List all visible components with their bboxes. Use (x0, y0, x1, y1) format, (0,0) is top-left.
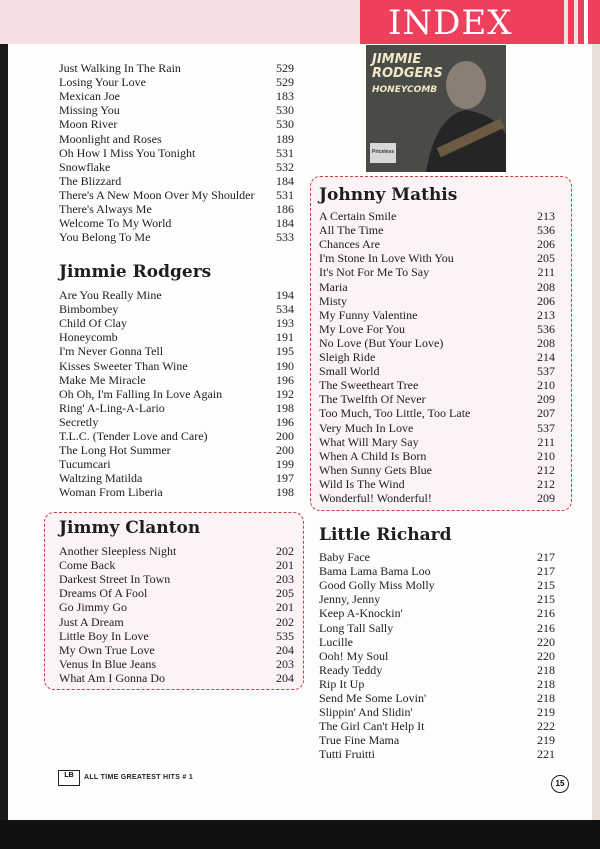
song-title: All The Time (319, 223, 384, 238)
jimmie-rodgers-section (59, 262, 294, 282)
song-title: Slippin' And Slidin' (319, 705, 413, 720)
index-entry (319, 621, 555, 635)
song-title: Welcome To My World (59, 216, 172, 231)
song-page: 204 (276, 670, 294, 685)
song-page: 211 (537, 434, 555, 449)
song-page: 219 (537, 705, 555, 720)
index-entry (319, 237, 555, 251)
index-entry (59, 202, 294, 216)
song-page: 530 (276, 103, 294, 118)
song-page: 206 (537, 293, 555, 308)
index-entry (59, 188, 294, 202)
index-entry (319, 392, 555, 406)
index-entry (59, 216, 294, 230)
song-title: Mexican Joe (59, 89, 120, 104)
song-title: Send Me Some Lovin' (319, 691, 427, 705)
index-entry (59, 316, 294, 330)
page-edge (592, 0, 600, 820)
song-page: 202 (276, 614, 294, 629)
song-title: Waltzing Matilda (59, 471, 143, 486)
index-entry (59, 89, 294, 103)
song-title: My Funny Valentine (319, 307, 418, 322)
song-title: Very Much In Love (319, 420, 414, 435)
index-entry (59, 344, 294, 358)
album-artist: JIMMIE RODGERS (372, 52, 443, 81)
song-page: 535 (276, 628, 294, 643)
song-title: Misty (319, 293, 348, 308)
song-title: Another Sleepless Night (59, 544, 177, 558)
index-entry (319, 265, 555, 279)
index-entry (319, 649, 555, 663)
index-entry (319, 550, 555, 564)
index-entry (59, 359, 294, 373)
song-page: 220 (537, 634, 555, 649)
index-entry (319, 294, 555, 308)
song-title: Keep A-Knockin' (319, 606, 403, 621)
song-title: Rip It Up (319, 676, 365, 691)
song-page: 214 (537, 350, 555, 364)
song-page: 218 (537, 676, 555, 691)
song-title: What Am I Gonna Do (59, 670, 165, 685)
song-page: 213 (537, 307, 555, 322)
song-page: 220 (537, 648, 555, 663)
song-title: The Twelfth Of Never (319, 392, 426, 407)
song-page: 536 (537, 321, 555, 336)
index-entry (319, 691, 555, 705)
song-page: 209 (537, 392, 555, 407)
song-title: You Belong To Me (59, 230, 151, 245)
song-page: 190 (276, 358, 294, 373)
index-entry (59, 288, 294, 302)
song-page: 536 (537, 223, 555, 238)
song-title: Sleigh Ride (319, 350, 376, 364)
song-page: 186 (276, 202, 294, 216)
song-title: The Blizzard (59, 173, 122, 188)
index-entry (319, 378, 555, 392)
song-page: 218 (537, 691, 555, 705)
section-heading: Little Richard (319, 525, 452, 545)
index-entry (319, 463, 555, 477)
index-entry (319, 421, 555, 435)
index-entry (319, 364, 555, 378)
song-title: Venus In Blue Jeans (59, 656, 156, 671)
index-entry (319, 705, 555, 719)
song-page: 206 (537, 237, 555, 252)
song-title: Dreams Of A Fool (59, 586, 148, 601)
song-title: Long Tall Sally (319, 620, 394, 635)
index-entry (319, 635, 555, 649)
song-title: Kisses Sweeter Than Wine (59, 358, 188, 373)
song-page: 209 (537, 491, 555, 505)
song-page: 184 (276, 216, 294, 231)
index-entry (319, 209, 555, 223)
song-page: 192 (276, 386, 294, 401)
song-title: Just A Dream (59, 614, 124, 629)
index-entry (319, 663, 555, 677)
index-entry (319, 336, 555, 350)
song-page: 193 (276, 316, 294, 331)
header-stripes (555, 0, 600, 44)
index-entry (59, 544, 294, 558)
index-entry (59, 657, 294, 671)
song-page: 537 (537, 364, 555, 379)
book-title: ALL TIME GREATEST HITS # 1 (84, 774, 194, 781)
song-page: 201 (276, 600, 294, 615)
song-title: Child Of Clay (59, 316, 127, 331)
index-entry (319, 592, 555, 606)
song-page: 202 (276, 544, 294, 558)
song-title: Woman From Liberia (59, 485, 163, 500)
index-entry (59, 415, 294, 429)
index-entry (59, 615, 294, 629)
index-entry (59, 485, 294, 499)
song-title: Tutti Fruitti (319, 747, 375, 762)
song-title: When A Child Is Born (319, 448, 427, 463)
song-page: 191 (276, 330, 294, 345)
jimmy-clanton-section (59, 518, 294, 538)
song-title: Too Much, Too Little, Too Late (319, 406, 471, 421)
song-title: The Sweetheart Tree (319, 378, 419, 393)
song-page: 219 (537, 733, 555, 748)
song-page: 196 (276, 414, 294, 429)
song-page: 183 (276, 89, 294, 104)
song-page: 203 (276, 656, 294, 671)
song-page: 530 (276, 117, 294, 132)
song-title: The Long Hot Summer (59, 443, 171, 458)
song-page: 529 (276, 75, 294, 90)
song-title: What Will Mary Say (319, 434, 419, 449)
song-page: 537 (537, 420, 555, 435)
song-title: Wonderful! Wonderful! (319, 491, 432, 505)
index-entry (59, 146, 294, 160)
song-page: 215 (537, 578, 555, 593)
index-entry (59, 230, 294, 244)
index-entry (59, 643, 294, 657)
song-page: 211 (537, 265, 555, 280)
index-entry (59, 75, 294, 89)
album-badge: Priceless (372, 149, 394, 155)
song-title: Baby Face (319, 550, 370, 564)
index-entry (319, 719, 555, 733)
song-page: 534 (276, 302, 294, 317)
section-heading: Johnny Mathis (319, 185, 458, 205)
song-title: Losing Your Love (59, 75, 147, 90)
song-title: Bama Lama Bama Loo (319, 564, 431, 579)
song-page: 197 (276, 471, 294, 486)
index-entry (59, 572, 294, 586)
song-page: 200 (276, 429, 294, 443)
index-entry (59, 429, 294, 443)
song-page: 210 (537, 378, 555, 393)
song-title: Snowflake (59, 159, 111, 174)
index-entry (59, 160, 294, 174)
song-title: Wild Is The Wind (319, 476, 405, 491)
song-title: There's Always Me (59, 202, 152, 216)
song-page: 531 (276, 145, 294, 160)
song-title: Ready Teddy (319, 662, 383, 677)
index-entry (59, 373, 294, 387)
index-entry (59, 600, 294, 614)
song-title: Are You Really Mine (59, 288, 162, 302)
song-title: Just Walking In The Rain (59, 61, 181, 75)
song-title: I'm Never Gonna Tell (59, 344, 164, 359)
index-entry (59, 387, 294, 401)
index-entry (59, 629, 294, 643)
song-page: 531 (276, 187, 294, 202)
song-page: 216 (537, 606, 555, 621)
song-title: The Girl Can't Help It (319, 719, 425, 734)
index-entry (319, 477, 555, 491)
song-page: 189 (276, 131, 294, 146)
song-title: I'm Stone In Love With You (319, 251, 454, 266)
song-page: 218 (537, 662, 555, 677)
song-title: My Love For You (319, 321, 406, 336)
song-page: 184 (276, 173, 294, 188)
song-page: 194 (276, 288, 294, 302)
song-title: There's A New Moon Over My Shoulder (59, 187, 255, 202)
song-page: 213 (537, 209, 555, 223)
index-entry (319, 223, 555, 237)
song-title: Make Me Miracle (59, 372, 146, 387)
index-entry (319, 322, 555, 336)
index-entry (59, 117, 294, 131)
index-entry (319, 449, 555, 463)
song-title: It's Not For Me To Say (319, 265, 430, 280)
song-page: 204 (276, 642, 294, 657)
song-title: Ooh! My Soul (319, 648, 389, 663)
song-page: 217 (537, 564, 555, 579)
index-entry (319, 747, 555, 761)
index-entry (59, 471, 294, 485)
song-title: Darkest Street In Town (59, 572, 171, 587)
song-title: True Fine Mama (319, 733, 400, 748)
little-richard-section (319, 525, 555, 545)
song-page: 532 (276, 159, 294, 174)
song-page: 196 (276, 372, 294, 387)
scan-border (0, 820, 600, 849)
album-cover (366, 45, 506, 172)
song-title: Good Golly Miss Molly (319, 578, 435, 593)
index-entry (319, 491, 555, 505)
song-page: 210 (537, 448, 555, 463)
song-page: 203 (276, 572, 294, 587)
song-page: 217 (537, 550, 555, 564)
song-title: Come Back (59, 558, 116, 573)
index-entry (319, 733, 555, 747)
publisher-logo: LB (58, 770, 80, 786)
song-title: Missing You (59, 103, 120, 118)
index-entry (319, 350, 555, 364)
index-entry (59, 671, 294, 685)
song-title: Chances Are (319, 237, 380, 252)
song-title: Jenny, Jenny (319, 592, 381, 607)
album-title: HONEYCOMB (372, 85, 438, 95)
song-title: Moon River (59, 117, 118, 132)
index-entry (59, 586, 294, 600)
song-page: 205 (537, 251, 555, 266)
index-entry (59, 457, 294, 471)
song-title: No Love (But Your Love) (319, 335, 444, 350)
index-entry (319, 308, 555, 322)
song-page: 195 (276, 344, 294, 359)
song-page: 212 (537, 462, 555, 477)
song-title: Small World (319, 364, 380, 379)
song-page: 221 (537, 747, 555, 762)
song-title: Go Jimmy Go (59, 600, 128, 615)
song-page: 200 (276, 443, 294, 458)
song-title: A Certain Smile (319, 209, 397, 223)
song-title: Tucumcari (59, 457, 111, 472)
song-title: Bimbombey (59, 302, 119, 317)
song-page: 533 (276, 230, 294, 245)
section-heading: Jimmie Rodgers (59, 262, 212, 282)
index-entry (59, 401, 294, 415)
song-title: Secretly (59, 414, 99, 429)
index-entry (59, 302, 294, 316)
song-page: 207 (537, 406, 555, 421)
song-page: 198 (276, 485, 294, 500)
index-entry (59, 558, 294, 572)
index-entry (319, 406, 555, 420)
song-page: 208 (537, 335, 555, 350)
song-page: 215 (537, 592, 555, 607)
song-page: 216 (537, 620, 555, 635)
song-page: 208 (537, 279, 555, 294)
song-title: Oh Oh, I'm Falling In Love Again (59, 386, 223, 401)
song-page: 529 (276, 61, 294, 75)
johnny-mathis-section (319, 185, 555, 205)
index-entry (59, 443, 294, 457)
index-entry (319, 564, 555, 578)
song-title: Moonlight and Roses (59, 131, 162, 146)
song-title: T.L.C. (Tender Love and Care) (59, 429, 208, 443)
song-page: 212 (537, 476, 555, 491)
song-title: My Own True Love (59, 642, 155, 657)
index-entry (319, 251, 555, 265)
song-title: When Sunny Gets Blue (319, 462, 432, 477)
song-page: 198 (276, 400, 294, 415)
index-entry (59, 61, 294, 75)
song-page: 201 (276, 558, 294, 573)
song-page: 205 (276, 586, 294, 601)
page-number: 15 (551, 775, 569, 793)
index-entry (319, 435, 555, 449)
index-entry (59, 132, 294, 146)
song-title: Honeycomb (59, 330, 118, 345)
song-page: 222 (537, 719, 555, 734)
song-title: Ring' A-Ling-A-Lario (59, 400, 165, 415)
section-heading: Jimmy Clanton (59, 518, 201, 538)
index-entry (59, 330, 294, 344)
song-title: Oh How I Miss You Tonight (59, 145, 196, 160)
index-entry (319, 578, 555, 592)
index-entry (59, 174, 294, 188)
index-entry (59, 103, 294, 117)
song-page: 199 (276, 457, 294, 472)
index-title: INDEX (360, 0, 560, 44)
song-title: Maria (319, 279, 348, 294)
song-title: Little Boy In Love (59, 628, 149, 643)
index-entry (319, 606, 555, 620)
index-entry (319, 280, 555, 294)
index-entry (319, 677, 555, 691)
song-title: Lucille (319, 634, 353, 649)
